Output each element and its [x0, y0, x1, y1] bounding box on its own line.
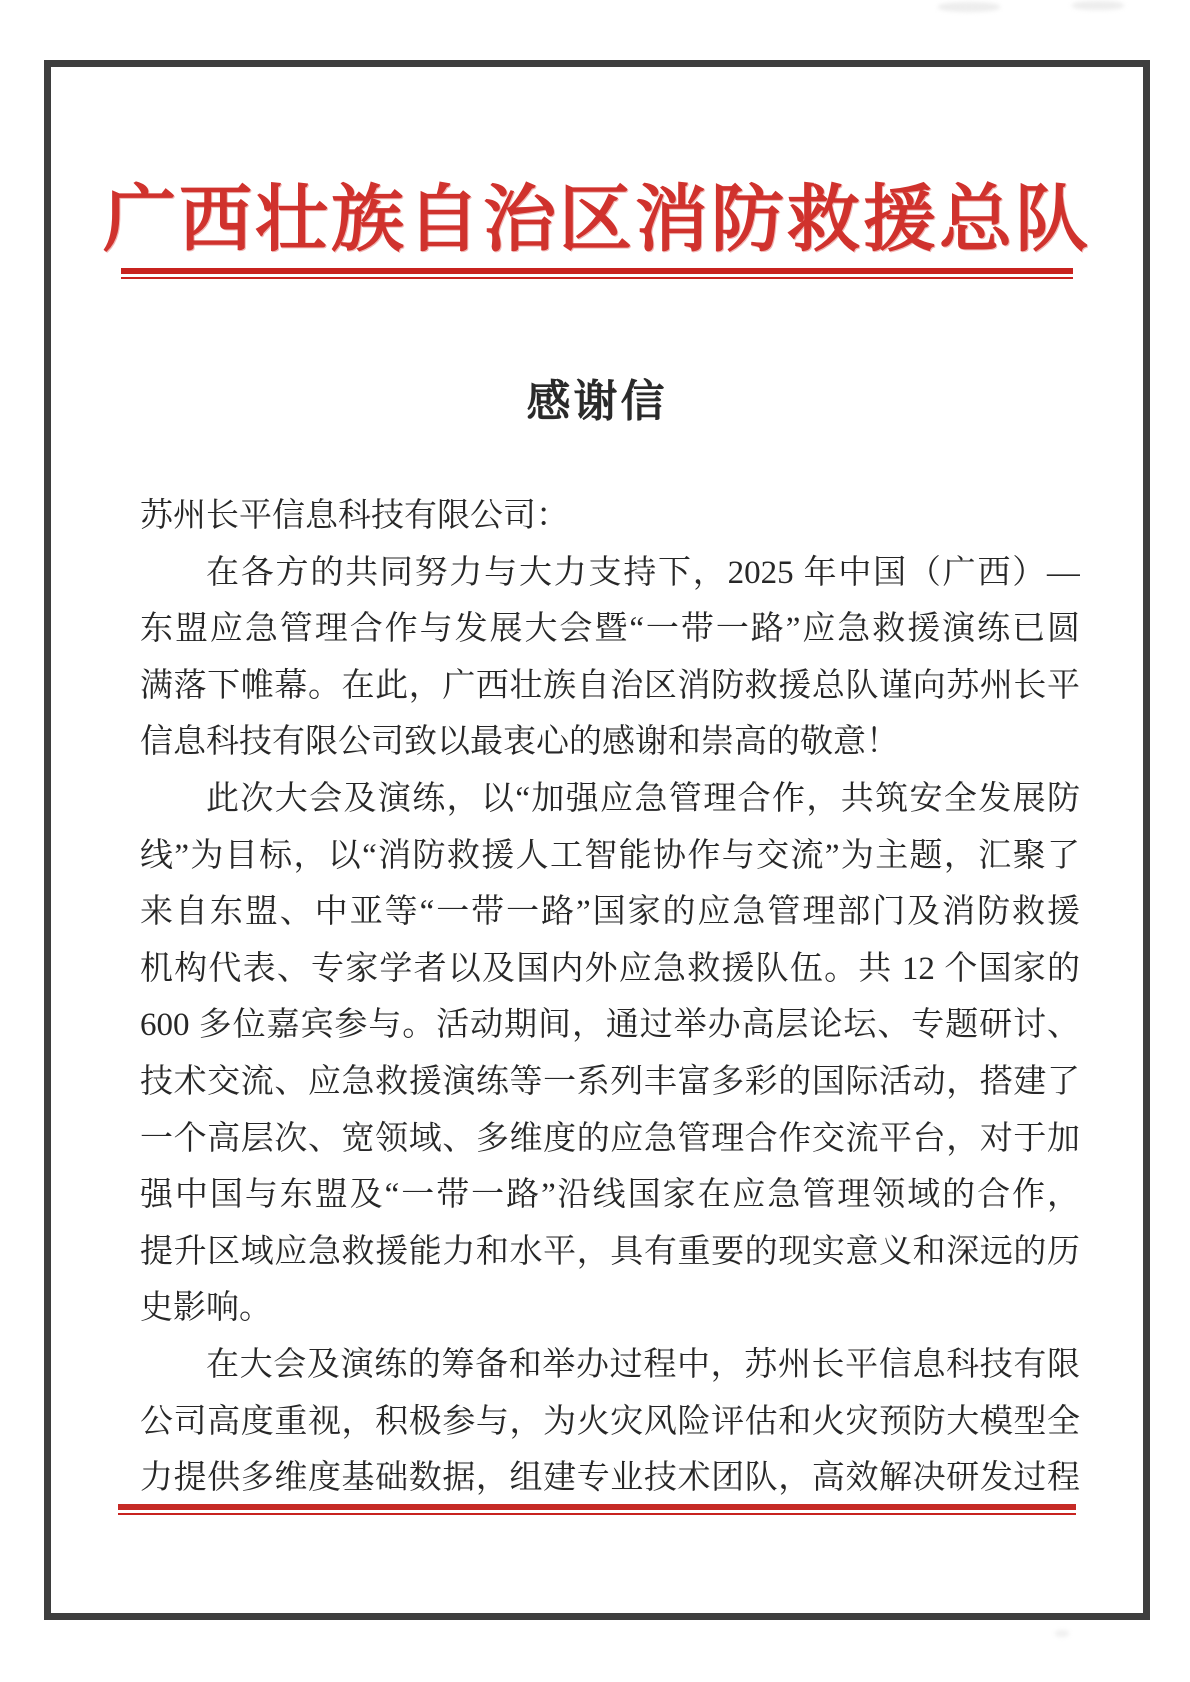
body-line: 强中国与东盟及“一带一路”沿线国家在应急管理领域的合作，: [140, 1177, 1080, 1214]
body-line: 在各方的共同努力与大力支持下，2025 年中国（广西）—: [206, 554, 1080, 591]
body-line: 一个高层次、宽领域、多维度的应急管理合作交流平台，对于加: [140, 1120, 1080, 1157]
body-line: 在大会及演练的筹备和举办过程中，苏州长平信息科技有限: [206, 1346, 1080, 1383]
body-line: 600 多位嘉宾参与。活动期间，通过举办高层论坛、专题研讨、: [140, 1007, 1080, 1044]
body-line: 线”为目标，以“消防救援人工智能协作与交流”为主题，汇聚了: [140, 837, 1080, 874]
rule-thin-line: [121, 277, 1073, 279]
body-line: 史影响。: [140, 1290, 272, 1327]
body-line: 满落下帷幕。在此，广西壮族自治区消防救援总队谨向苏州长平: [140, 667, 1080, 704]
body-line: 来自东盟、中亚等“一带一路”国家的应急管理部门及消防救援: [140, 894, 1080, 931]
recipient-line: 苏州长平信息科技有限公司：: [140, 498, 569, 534]
footer-double-rule: [118, 1504, 1076, 1515]
page-frame: [44, 60, 1150, 1620]
body-line: 力提供多维度基础数据，组建专业技术团队，高效解决研发过程: [140, 1460, 1080, 1497]
body-line: 机构代表、专家学者以及国内外应急救援队伍。共 12 个国家的: [140, 950, 1080, 987]
rule-thin-line: [118, 1513, 1076, 1515]
letterhead-title: 广西壮族自治区消防救援总队: [103, 179, 1091, 260]
body-line: 东盟应急管理合作与发展大会暨“一带一路”应急救援演练已圆: [140, 611, 1080, 648]
letter-body: [140, 488, 1080, 1507]
scan-artifact: [1072, 1, 1124, 10]
scan-artifact: [938, 2, 1000, 12]
body-line: 技术交流、应急救援演练等一系列丰富多彩的国际活动，搭建了: [140, 1063, 1080, 1100]
header-double-rule: [121, 268, 1073, 279]
scan-artifact: [1055, 1630, 1069, 1637]
body-line: 此次大会及演练，以“加强应急管理合作，共筑安全发展防: [206, 780, 1080, 817]
body-line: 信息科技有限公司致以最衷心的感谢和崇高的敬意！: [140, 724, 899, 761]
letter-title: 感谢信: [526, 377, 668, 426]
body-line: 提升区域应急救援能力和水平，具有重要的现实意义和深远的历: [140, 1233, 1080, 1270]
body-line: 公司高度重视，积极参与，为火灾风险评估和火灾预防大模型全: [140, 1403, 1080, 1440]
